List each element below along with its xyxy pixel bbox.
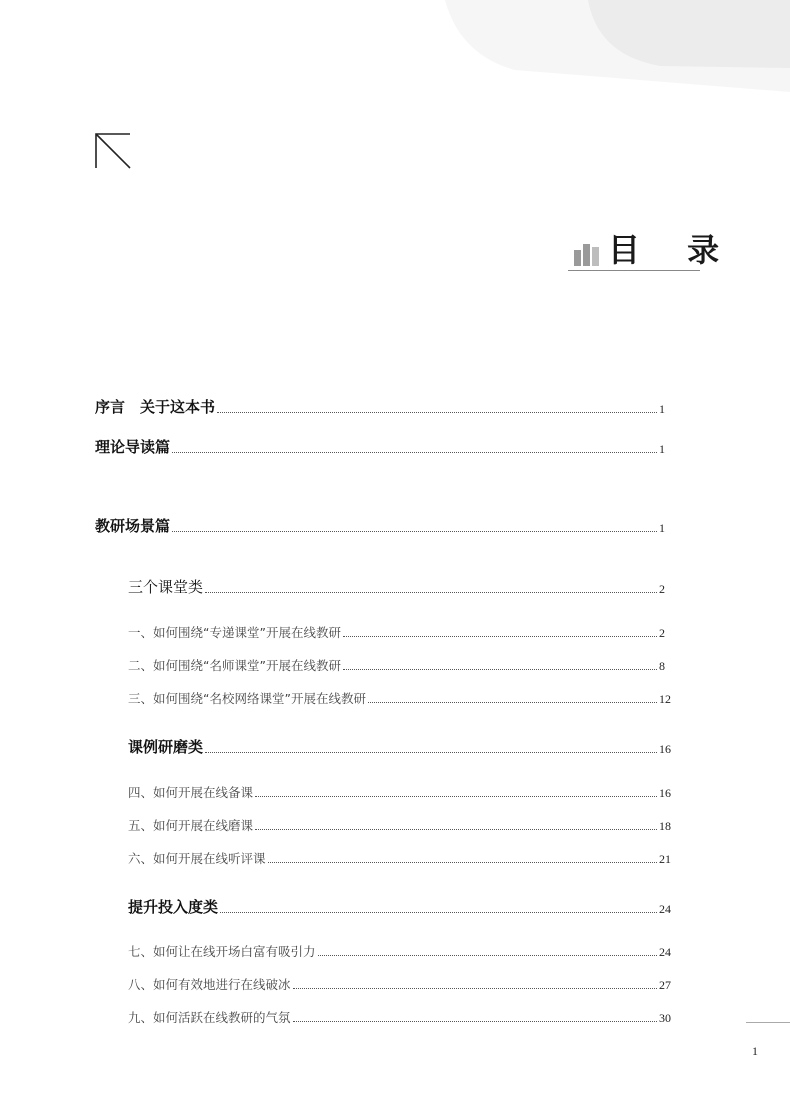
toc-entry-label: 二、如何围绕“名师课堂”开展在线教研 <box>128 658 341 673</box>
toc-entry[interactable] <box>128 1008 671 1026</box>
leader-dots <box>343 635 657 637</box>
toc-entry[interactable] <box>128 942 671 960</box>
toc-entry-label: 提升投入度类 <box>128 898 219 916</box>
leader-dots <box>368 701 657 703</box>
page-number: 1 <box>752 1044 758 1058</box>
toc-entry-label: 八、如何有效地进行在线破冰 <box>128 977 291 992</box>
toc-entry[interactable] <box>95 396 665 417</box>
toc-entry-page: 30 <box>659 1011 671 1025</box>
leader-dots <box>217 411 657 413</box>
toc-entry-page: 1 <box>659 521 665 535</box>
leader-dots <box>343 668 657 670</box>
toc-entry[interactable] <box>128 689 671 707</box>
toc-entry-label: 序言 关于这本书 <box>95 398 216 416</box>
toc-entry[interactable] <box>128 736 671 757</box>
toc-entry[interactable] <box>128 975 671 993</box>
toc-entry-page: 2 <box>659 626 665 640</box>
toc-entry[interactable] <box>128 783 671 801</box>
page-title: 目 录 <box>608 231 738 269</box>
toc-entry-page: 21 <box>659 852 671 866</box>
toc-entry-page: 16 <box>659 742 671 756</box>
toc-entry[interactable] <box>128 623 665 641</box>
toc-entry-label: 理论导读篇 <box>95 438 171 456</box>
toc-entry-page: 2 <box>659 582 665 596</box>
toc-entry-page: 24 <box>659 945 671 959</box>
toc-entry-label: 一、如何围绕“专递课堂”开展在线教研 <box>128 625 341 640</box>
leader-dots <box>268 861 657 863</box>
toc-entry-label: 七、如何让在线开场白富有吸引力 <box>128 944 316 959</box>
leader-dots <box>172 451 657 453</box>
leader-dots <box>205 591 657 593</box>
leader-dots <box>220 911 657 913</box>
leader-dots <box>293 987 657 989</box>
toc-entry-label: 六、如何开展在线听评课 <box>128 851 266 866</box>
toc-entry[interactable] <box>128 896 671 917</box>
toc-entry-label: 九、如何活跃在线教研的气氛 <box>128 1010 291 1025</box>
toc-entry[interactable] <box>128 656 665 674</box>
toc-entry-label: 三、如何围绕“名校网络课堂”开展在线教研 <box>128 691 366 706</box>
toc-entry[interactable] <box>95 436 665 457</box>
toc-entry-label: 五、如何开展在线磨课 <box>128 818 254 833</box>
toc-entry-page: 1 <box>659 442 665 456</box>
toc-entry-label: 课例研磨类 <box>128 738 204 756</box>
toc-entry[interactable] <box>128 816 671 834</box>
toc-entry-page: 16 <box>659 786 671 800</box>
toc-entry-page: 27 <box>659 978 671 992</box>
leader-dots <box>205 751 657 753</box>
leader-dots <box>255 795 657 797</box>
leader-dots <box>172 530 657 532</box>
leader-dots <box>255 828 657 830</box>
leader-dots <box>293 1020 657 1022</box>
toc-entry-label: 三个课堂类 <box>128 578 204 596</box>
toc-entry-label: 教研场景篇 <box>95 517 171 535</box>
toc-entry-page: 8 <box>659 659 665 673</box>
toc-entry-page: 18 <box>659 819 671 833</box>
toc-entry-page: 12 <box>659 692 671 706</box>
leader-dots <box>318 954 657 956</box>
toc-entry[interactable] <box>128 849 671 867</box>
footer-rule <box>746 1022 790 1023</box>
toc-entry-label: 四、如何开展在线备课 <box>128 785 254 800</box>
toc-entry-page: 24 <box>659 902 671 916</box>
toc-entry[interactable] <box>128 576 665 597</box>
toc-entry[interactable] <box>95 515 665 536</box>
toc-entry-page: 1 <box>659 402 665 416</box>
